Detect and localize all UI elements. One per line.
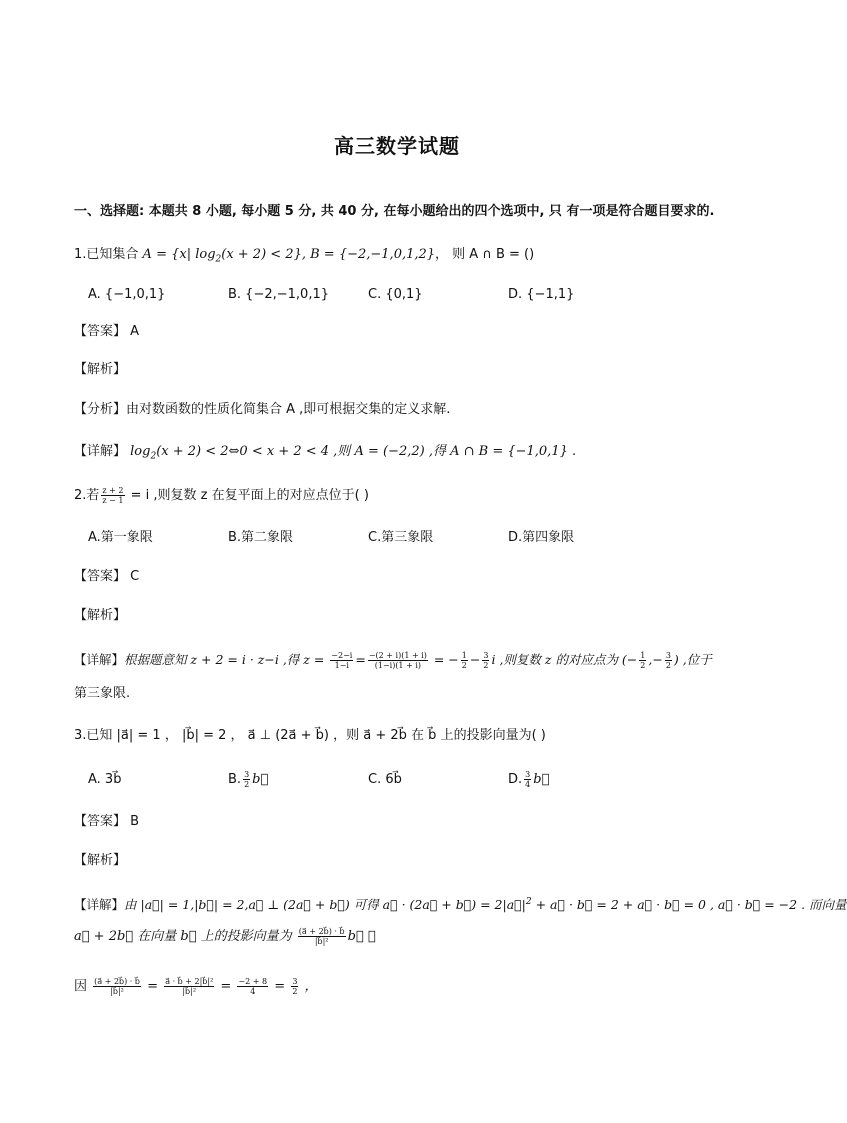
q3-line2 <box>74 927 376 947</box>
q3-opt-d-pre: D. <box>508 772 523 787</box>
q2-eq-sign: = <box>355 652 366 667</box>
q2-f1-num: −2−i <box>331 651 353 660</box>
q2-answer: 【答案】 C <box>74 569 140 584</box>
q3-opt-b-frac <box>243 770 250 789</box>
q1-option-d: D. {−1,1} <box>508 287 575 302</box>
q3-l3-frac-4 <box>291 977 298 996</box>
q1-xiangjie-sub: 2 <box>150 451 157 462</box>
q2-frac-4 <box>482 651 489 670</box>
q3-l3f3-den: 4 <box>250 987 256 996</box>
q2-option-d: D.第四象限 <box>508 530 575 545</box>
q2-f6-num: 3 <box>665 651 671 660</box>
q2-xiangjie-c: ) ,位于 <box>673 652 712 667</box>
q3-xiangjie-label: 【详解】 <box>74 897 125 913</box>
q2-f2-den: (1−i)(1 + i) <box>374 661 421 670</box>
q2-f3-num: 1 <box>461 651 467 660</box>
q2-f5-den: 2 <box>640 661 646 670</box>
q2-option-c: C.第三象限 <box>368 530 434 545</box>
q2-frac-5 <box>639 651 646 670</box>
q3-opt-d-den: 4 <box>525 780 531 789</box>
q2-option-a: A.第一象限 <box>88 530 153 545</box>
q2-frac-6 <box>665 651 672 670</box>
q2-eq-mid: = − <box>429 652 459 667</box>
q2-f4-den: 2 <box>483 661 489 670</box>
q2-xiangjie-a: 根据题意知 z + 2 = i · z−i ,得 z = <box>124 652 329 667</box>
q1-option-c: C. {0,1} <box>368 287 423 302</box>
q1-option-a: A. {−1,0,1} <box>88 287 166 302</box>
q2-xiangjie-label: 【详解】 <box>74 652 125 667</box>
q3-opt-b-den: 2 <box>244 780 250 789</box>
q1-stem-sub: 2 <box>215 254 222 265</box>
q3-opt-d-num: 3 <box>525 770 531 779</box>
q2-comma: ,− <box>648 652 663 667</box>
q2-f1-den: 1−i <box>334 661 349 670</box>
q3-answer: 【答案】 B <box>74 814 140 829</box>
q1-xiangjie-a: log <box>126 444 151 459</box>
q3-l3f1-num: (a⃗ + 2b⃗) · b⃗ <box>94 977 140 986</box>
q2-f4-num: 3 <box>483 651 489 660</box>
q1-xiangjie-label: 【详解】 <box>74 444 127 459</box>
q2-option-b: B.第二象限 <box>228 530 294 545</box>
q3-opt-b-post: b⃗ <box>252 772 269 787</box>
question-3-stem: 3.已知 |a⃗| = 1 ， |b⃗| = 2 ， a⃗ ⊥ (2a⃗ + b⃗) ，则 a⃗ + 2b⃗ 在 b⃗ 上的投影向量为( ) <box>74 728 546 743</box>
q3-opt-d-post: b⃗ <box>533 772 550 787</box>
q3-l3-frac-2 <box>164 977 214 996</box>
section-heading: 一、选择题: 本题共 8 小题, 每小题 5 分, 共 40 分, 在每小题给出的四个选项中, 只 有一项是符合题目要求的. <box>74 204 715 219</box>
q3-opt-b-pre: B. <box>228 772 242 787</box>
q3-line3-b: ， <box>300 979 318 994</box>
q2-minus: − <box>469 652 481 667</box>
q3-eq-1: = <box>142 979 163 994</box>
q2-f3-den: 2 <box>461 661 467 670</box>
q2-xiangjie-b: i ,则复数 z 的对应点为 (− <box>491 652 638 667</box>
q2-frac-1 <box>330 651 353 670</box>
q3-l3f4-num: 3 <box>292 977 298 986</box>
q1-stem-suffix: ， 则 A ∩ B = () <box>435 247 535 262</box>
q3-l3f2-num: a⃗ · b⃗ + 2|b⃗|² <box>165 977 214 986</box>
q3-line2-num: (a⃗ + 2b⃗) · b⃗ <box>298 927 345 936</box>
q3-line3 <box>74 977 318 997</box>
q3-l3-frac-1 <box>93 977 141 996</box>
q3-l3f2-den: |b⃗|² <box>182 987 197 996</box>
q3-l3f4-den: 2 <box>292 987 298 996</box>
q1-analysis-label: 【解析】 <box>74 362 127 377</box>
q3-option-b <box>228 770 268 790</box>
q2-frac-den: z − 1 <box>102 496 124 505</box>
q3-xiangjie-b: + a⃗ · b⃗ = 2 + a⃗ · b⃗ = 0 , a⃗ · b⃗ = −2 . 而向量 <box>531 897 847 913</box>
q3-eq-3: = <box>270 979 290 994</box>
q2-xiangjie-continued: 第三象限. <box>74 686 131 701</box>
q2-xiangjie <box>74 650 712 670</box>
q2-frac-num: z + 2 <box>102 486 124 495</box>
q2-frac-3 <box>461 651 468 670</box>
q3-line2-a: a⃗ + 2b⃗ 在向量 b⃗ 上的投影向量为 <box>74 929 296 944</box>
q2-fraction <box>101 486 124 505</box>
q2-stem-suffix: = i ,则复数 z 在复平面上的对应点位于( ) <box>126 488 369 503</box>
q3-line2-b: b⃗ ， <box>347 929 376 944</box>
q1-stem-math2: (x + 2) < 2}, B = {−2,−1,0,1,2} <box>221 247 436 262</box>
q3-analysis-label: 【解析】 <box>74 853 127 868</box>
q3-xiangjie-a: 由 |a⃗| = 1,|b⃗| = 2,a⃗ ⊥ (2a⃗ + b⃗) 可得 a⃗ · (2a⃗ + b⃗) = 2|a⃗| <box>124 897 526 913</box>
q2-f6-den: 2 <box>665 661 671 670</box>
q2-f2-num: −(2 + i)(1 + i) <box>368 651 427 660</box>
q3-xiangjie <box>74 892 847 915</box>
q2-analysis-label: 【解析】 <box>74 608 127 623</box>
q3-line2-den: |b⃗|² <box>314 937 329 946</box>
q3-l3-frac-3 <box>237 977 268 996</box>
q2-stem-prefix: 2.若 <box>74 488 100 503</box>
q3-option-c: C. 6b⃗ <box>368 772 402 787</box>
q1-answer: 【答案】 A <box>74 324 140 339</box>
q1-xiangjie <box>74 442 576 467</box>
q3-sup: 2 <box>525 897 532 907</box>
q3-l3f3-num: −2 + 8 <box>238 977 268 986</box>
page-title: 高三数学试题 <box>334 134 460 158</box>
q1-xiangjie-b: (x + 2) < 2⇔0 < x + 2 < 4 ,则 A = (−2,2) ,得 A ∩ B = {−1,0,1} . <box>156 444 577 459</box>
q3-option-d <box>508 770 549 790</box>
q3-option-a: A. 3b⃗ <box>88 772 122 787</box>
q1-stem-prefix: 1.已知集合 <box>74 247 143 262</box>
q1-option-b: B. {−2,−1,0,1} <box>228 287 329 302</box>
q1-stem-math: A = {x| log <box>142 247 216 262</box>
q3-line3-a: 因 <box>74 979 92 994</box>
question-1-stem <box>74 245 534 270</box>
q3-l3f1-den: |b⃗|² <box>110 987 124 996</box>
question-2-stem <box>74 486 369 506</box>
q3-opt-d-frac <box>524 770 531 789</box>
q3-opt-b-num: 3 <box>244 770 250 779</box>
q3-line2-frac <box>298 927 346 946</box>
q2-frac-2 <box>368 651 428 670</box>
q3-eq-2: = <box>216 979 236 994</box>
q1-fenxi: 【分析】由对数函数的性质化简集合 A ,即可根据交集的定义求解. <box>74 402 451 417</box>
q2-f5-num: 1 <box>640 651 646 660</box>
